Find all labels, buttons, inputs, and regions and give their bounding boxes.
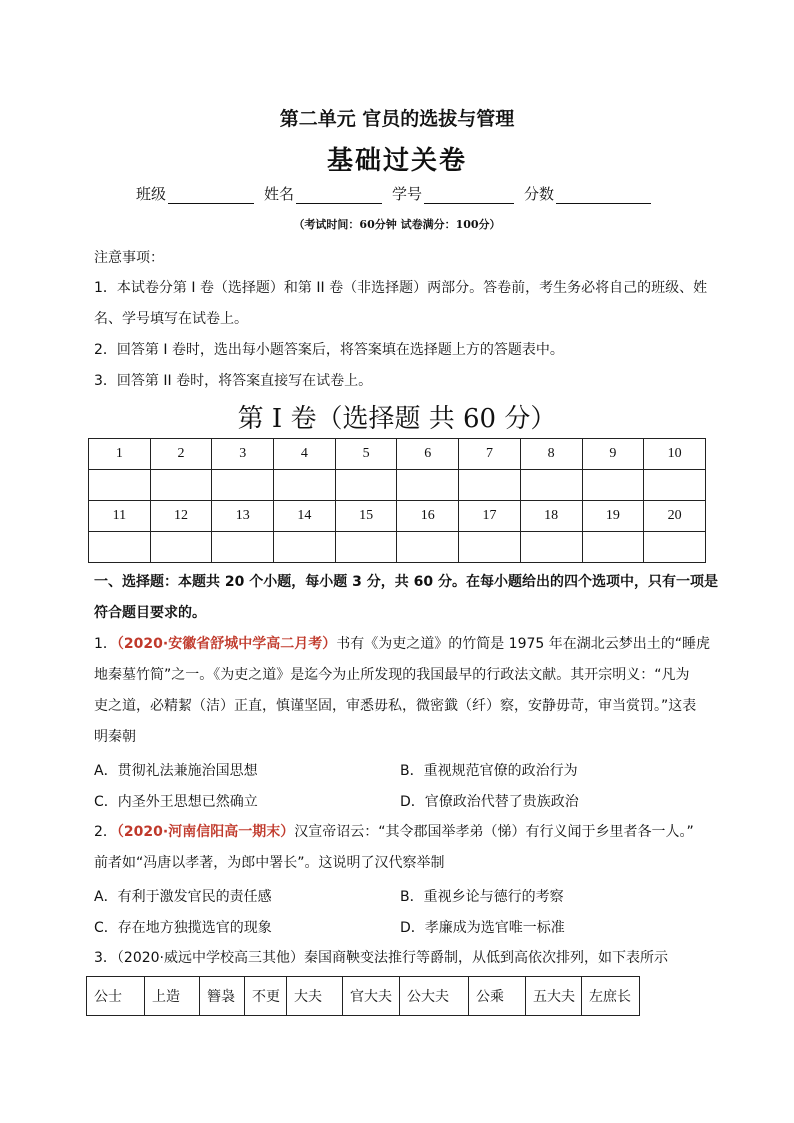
answer-number: 20 [644,501,706,532]
section-instruction: 一、选择题：本题共 20 个小题，每小题 3 分，共 60 分。在每小题给出的四个选项中，只有一项是 [94,574,718,590]
rank-cell: 公乘 [469,977,526,1016]
answer-cell[interactable] [644,532,706,563]
note-item: 3．回答第 II 卷时，将答案直接写在试卷上。 [94,373,373,389]
answer-number: 13 [212,501,274,532]
answer-number: 7 [459,439,521,470]
score-label: 分数 [524,185,555,203]
name-field[interactable] [264,183,382,204]
question-source: （2020·安徽省舒城中学高二月考） [116,636,337,652]
question-text: 汉宣帝诏云：“其令郡国举孝弟（悌）有行义闻于乡里者各一人。” [294,824,694,840]
question-number: 1． [94,636,117,652]
student-id-label: 学号 [392,185,423,203]
rank-cell: 左庶长 [582,977,640,1016]
question-text: 前者如“冯唐以孝著，为郎中署长”。这说明了汉代察举制 [94,855,445,871]
answer-cell[interactable] [335,470,397,501]
answer-number: 4 [274,439,336,470]
rank-cell: 大夫 [287,977,343,1016]
question-2 [94,822,694,842]
answer-number: 19 [582,501,644,532]
answer-number: 3 [212,439,274,470]
option-a[interactable]: A．贯彻礼法兼施治国思想 [94,763,258,779]
question-text: 明秦朝 [94,729,136,745]
answer-cell[interactable] [644,470,706,501]
exam-title: 基础过关卷 [326,146,467,176]
question-text: 书有《为吏之道》的竹简是 1975 年在湖北云梦出土的“睡虎 [336,636,710,652]
answer-cell[interactable] [520,470,582,501]
answer-number: 2 [150,439,212,470]
answer-cell[interactable] [582,532,644,563]
answer-cell[interactable] [397,532,459,563]
answer-grid [88,438,706,563]
rank-cell: 上造 [145,977,200,1016]
option-c[interactable]: C．存在地方独揽选官的现象 [94,920,272,936]
answer-cell[interactable] [274,532,336,563]
score-blank[interactable] [556,187,651,204]
answer-number-row [89,439,706,470]
answer-blank-row [89,532,706,563]
note-item: 名、学号填写在试卷上。 [94,311,248,327]
section-title: 第 I 卷（选择题 共 60 分） [237,404,557,434]
rank-cell: 官大夫 [343,977,400,1016]
answer-cell[interactable] [150,532,212,563]
answer-number: 10 [644,439,706,470]
answer-cell[interactable] [520,532,582,563]
student-info-row [136,183,661,204]
answer-cell[interactable] [335,532,397,563]
answer-number-row [89,501,706,532]
answer-cell[interactable] [582,470,644,501]
rank-cell: 簪袅 [200,977,245,1016]
answer-cell[interactable] [150,470,212,501]
class-blank[interactable] [168,187,254,204]
answer-cell[interactable] [274,470,336,501]
answer-cell[interactable] [459,532,521,563]
rank-row [87,977,640,1016]
rank-cell: 五大夫 [526,977,582,1016]
unit-title: 第二单元 官员的选拔与管理 [279,108,515,130]
answer-cell[interactable] [212,532,274,563]
question-3: 3．（2020·威远中学校高三其他）秦国商鞅变法推行等爵制，从低到高依次排列，如下表所示 [94,950,668,966]
exam-time-note: （考试时间：60分钟 试卷满分：100分） [293,218,501,231]
answer-number: 12 [150,501,212,532]
note-item: 2．回答第 I 卷时，选出每小题答案后，将答案填在选择题上方的答题表中。 [94,342,564,358]
answer-number: 14 [274,501,336,532]
option-b[interactable]: B．重视规范官僚的政治行为 [400,763,578,779]
question-text: 地秦墓竹简”之一。《为吏之道》是迄今为止所发现的我国最早的行政法文献。其开宗明义：“凡为 [94,667,690,683]
score-field[interactable] [524,183,651,204]
answer-number: 15 [335,501,397,532]
section-instruction: 符合题目要求的。 [94,605,206,621]
question-text: 吏之道，必精絜（洁）正直，慎谨坚固，审悉毋私，微密韱（纤）察，安静毋苛，审当赏罚。”这表 [94,698,697,714]
answer-cell[interactable] [459,470,521,501]
answer-cell[interactable] [89,470,151,501]
answer-number: 9 [582,439,644,470]
question-number: 2． [94,824,117,840]
question-1 [94,634,710,654]
notes-title: 注意事项： [94,250,164,266]
answer-cell[interactable] [397,470,459,501]
name-blank[interactable] [296,187,382,204]
class-field[interactable] [136,183,254,204]
option-d[interactable]: D．官僚政治代替了贵族政治 [400,794,579,810]
rank-cell: 公大夫 [400,977,469,1016]
answer-number: 5 [335,439,397,470]
answer-number: 1 [89,439,151,470]
question-source: （2020·河南信阳高一期末） [116,824,295,840]
answer-number: 17 [459,501,521,532]
answer-blank-row [89,470,706,501]
option-c[interactable]: C．内圣外王思想已然确立 [94,794,258,810]
answer-number: 11 [89,501,151,532]
rank-cell: 公士 [87,977,145,1016]
note-item: 1．本试卷分第 I 卷（选择题）和第 II 卷（非选择题）两部分。答卷前，考生务必将自己的班级、姓 [94,280,708,296]
option-b[interactable]: B．重视乡论与德行的考察 [400,889,564,905]
answer-number: 8 [520,439,582,470]
answer-number: 6 [397,439,459,470]
answer-number: 16 [397,501,459,532]
rank-cell: 不更 [245,977,287,1016]
answer-number: 18 [520,501,582,532]
student-id-blank[interactable] [424,187,514,204]
rank-table [86,976,640,1016]
class-label: 班级 [136,185,167,203]
student-id-field[interactable] [392,183,514,204]
answer-cell[interactable] [212,470,274,501]
option-d[interactable]: D．孝廉成为选官唯一标准 [400,920,565,936]
option-a[interactable]: A．有利于激发官民的责任感 [94,889,272,905]
name-label: 姓名 [264,185,295,203]
answer-cell[interactable] [89,532,151,563]
